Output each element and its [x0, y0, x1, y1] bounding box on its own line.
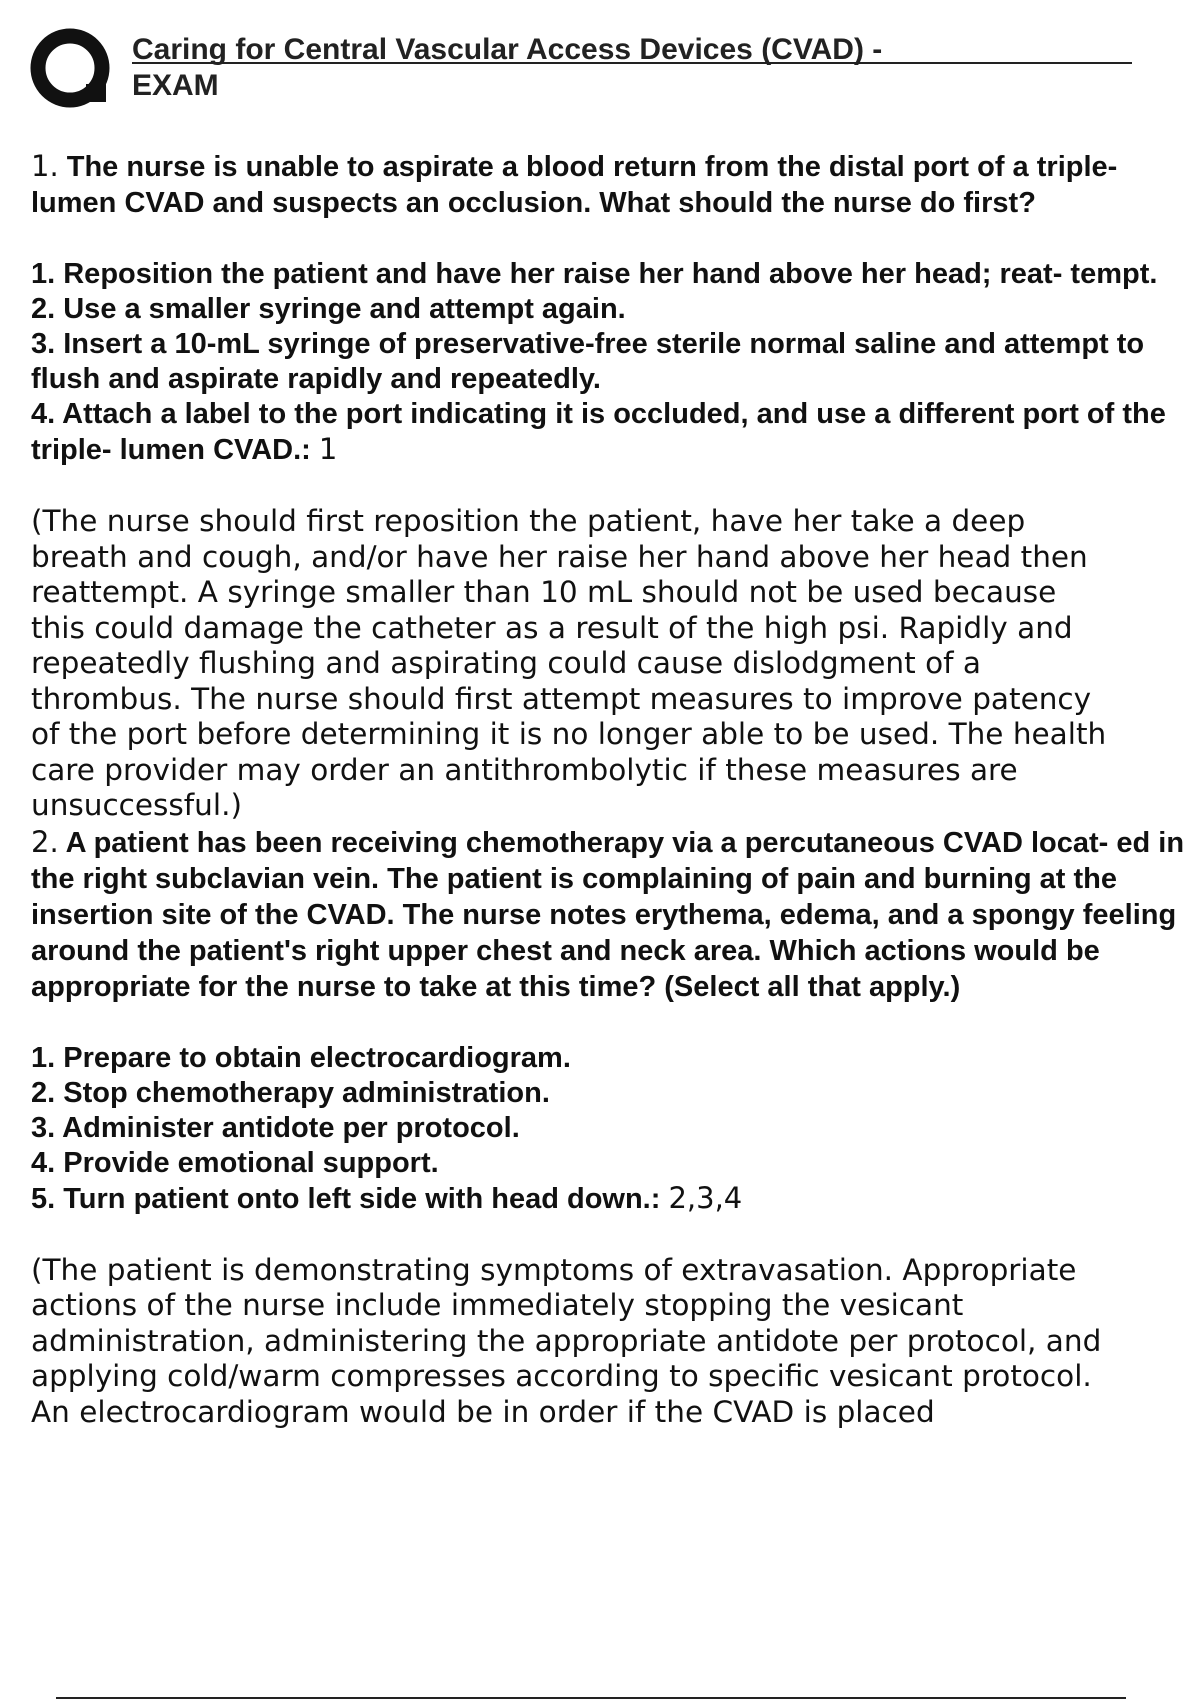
option: 4. Attach a label to the port indicating it is occluded, and use a different port of the triple- lumen CVAD.:	[31, 398, 1166, 466]
option: 3. Insert a 10-mL syringe of preservative-free sterile normal saline and attempt to flush and aspirate rapidly and repeatedly.	[31, 328, 1145, 395]
question-1	[31, 148, 1199, 221]
exam-content	[31, 148, 1199, 1430]
rationale-line: unsuccessful.)	[31, 788, 242, 822]
option-with-answer	[31, 1181, 1199, 1217]
title-block	[132, 32, 1132, 104]
rationale-line: applying cold/warm compresses according to specific vesicant protocol.	[31, 1359, 1092, 1393]
question-text: A patient has been receiving chemotherapy via a percutaneous CVAD locat- ed in the right subclavian vein. The patient is complaining of pain and burning at the insertion site of the CVAD. The nurse notes erythema, edema, and a spongy feeling around the patient's right upper chest and neck area. Which actions would be appropriate for the nurse to take at this time? (Select all that apply.)	[31, 826, 1185, 1003]
rationale-line: actions of the nurse include immediately stopping the vesicant	[31, 1288, 964, 1322]
question-text: The nurse is unable to aspirate a blood return from the distal port of a triple-lumen CVAD and suspects an occlusion. What should the nurse do first?	[31, 151, 1118, 219]
option-with-answer	[31, 397, 1199, 468]
question-2-options	[31, 1041, 1199, 1217]
option: 2. Use a smaller syringe and attempt again.	[31, 293, 626, 325]
option: 5. Turn patient onto left side with head down.:	[31, 1182, 661, 1215]
footer-divider	[56, 1697, 1126, 1699]
rationale-line: breath and cough, and/or have her raise her hand above her head then	[31, 539, 1088, 574]
question-stem	[31, 824, 1199, 1005]
rationale-line: thrombus. The nurse should first attempt measures to improve patency	[31, 681, 1092, 716]
rationale-line: (The patient is demonstrating symptoms of extravasation. Appropriate	[31, 1252, 1077, 1287]
option: 4. Provide emotional support.	[31, 1146, 439, 1179]
rationale-line: care provider may order an antithrombolytic if these measures are	[31, 752, 1018, 787]
rationale-line: administration, administering the appropriate antidote per protocol, and	[31, 1323, 1102, 1358]
document-header	[30, 28, 1150, 118]
question-1-options	[31, 257, 1199, 468]
rationale-line: (The nurse should first reposition the patient, have her take a deep	[31, 504, 1026, 538]
answer-key: 2,3,4	[668, 1180, 743, 1215]
question-number: 1.	[31, 149, 59, 183]
question-2-rationale	[31, 1253, 1199, 1431]
page-subtitle: EXAM	[132, 69, 219, 102]
option: 3. Administer antidote per protocol.	[31, 1111, 520, 1144]
page-title: Caring for Central Vascular Access Devices (CVAD) -	[132, 32, 1132, 64]
option: 1. Reposition the patient and have her raise her hand above her head; reat- tempt.	[31, 258, 1158, 290]
option: 2. Stop chemotherapy administration.	[31, 1076, 550, 1109]
rationale-line: of the port before determining it is no longer able to be used. The health	[31, 717, 1107, 751]
rationale-line: this could damage the catheter as a result of the high psi. Rapidly and	[31, 610, 1073, 645]
q-logo-icon	[30, 28, 112, 110]
answer-key: 1	[318, 432, 338, 466]
question-stem	[31, 148, 1199, 221]
rationale-line: An electrocardiogram would be in order if the CVAD is placed	[31, 1394, 935, 1429]
question-2	[31, 824, 1199, 1005]
question-number: 2.	[31, 824, 59, 859]
rationale-line: repeatedly flushing and aspirating could cause dislodgment of a	[31, 646, 981, 680]
question-1-rationale	[31, 504, 1199, 824]
rationale-line: reattempt. A syringe smaller than 10 mL should not be used because	[31, 575, 1057, 609]
option: 1. Prepare to obtain electrocardiogram.	[31, 1041, 571, 1074]
